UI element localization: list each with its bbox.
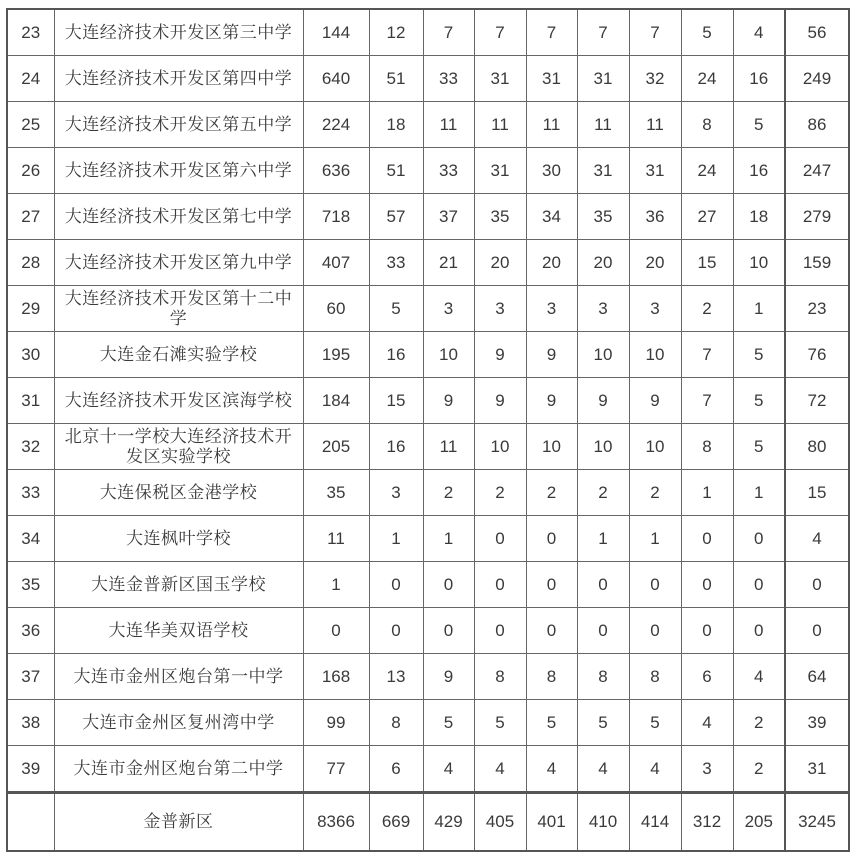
value-cell: 18 bbox=[733, 194, 785, 240]
value-cell: 1 bbox=[577, 516, 629, 562]
value-cell: 2 bbox=[733, 700, 785, 746]
value-cell: 31 bbox=[526, 56, 577, 102]
value-cell: 99 bbox=[303, 700, 369, 746]
table-row bbox=[7, 194, 849, 240]
table-row bbox=[7, 424, 849, 470]
value-cell: 6 bbox=[681, 654, 733, 700]
value-cell: 27 bbox=[681, 194, 733, 240]
value-cell: 0 bbox=[733, 608, 785, 654]
value-cell: 9 bbox=[423, 654, 474, 700]
value-cell: 9 bbox=[423, 378, 474, 424]
value-cell: 5 bbox=[681, 9, 733, 56]
table-row bbox=[7, 240, 849, 286]
value-cell: 13 bbox=[369, 654, 423, 700]
value-cell: 51 bbox=[369, 56, 423, 102]
value-cell: 8 bbox=[681, 102, 733, 148]
value-cell: 11 bbox=[423, 102, 474, 148]
table-row bbox=[7, 654, 849, 700]
value-cell: 4 bbox=[577, 746, 629, 793]
row-number: 26 bbox=[7, 148, 54, 194]
table-row bbox=[7, 9, 849, 56]
value-cell: 0 bbox=[577, 608, 629, 654]
school-quota-table bbox=[6, 8, 850, 852]
value-cell: 77 bbox=[303, 746, 369, 793]
row-number: 24 bbox=[7, 56, 54, 102]
table-row bbox=[7, 562, 849, 608]
table-row bbox=[7, 56, 849, 102]
value-cell: 31 bbox=[577, 56, 629, 102]
table-row bbox=[7, 516, 849, 562]
value-cell: 6 bbox=[369, 746, 423, 793]
value-cell: 7 bbox=[681, 332, 733, 378]
value-cell: 9 bbox=[629, 378, 681, 424]
value-cell: 10 bbox=[629, 332, 681, 378]
value-cell: 35 bbox=[474, 194, 526, 240]
value-cell: 33 bbox=[369, 240, 423, 286]
value-cell: 24 bbox=[681, 148, 733, 194]
value-cell: 636 bbox=[303, 148, 369, 194]
value-cell: 32 bbox=[629, 56, 681, 102]
value-cell: 0 bbox=[733, 516, 785, 562]
value-cell: 33 bbox=[423, 148, 474, 194]
value-cell: 11 bbox=[423, 424, 474, 470]
value-cell: 16 bbox=[369, 332, 423, 378]
value-cell: 669 bbox=[369, 793, 423, 852]
row-number: 33 bbox=[7, 470, 54, 516]
value-cell: 16 bbox=[733, 56, 785, 102]
value-cell: 51 bbox=[369, 148, 423, 194]
value-cell: 0 bbox=[681, 516, 733, 562]
total-value-cell: 76 bbox=[785, 332, 849, 378]
value-cell: 9 bbox=[577, 378, 629, 424]
value-cell: 31 bbox=[474, 56, 526, 102]
value-cell: 30 bbox=[526, 148, 577, 194]
value-cell: 4 bbox=[629, 746, 681, 793]
value-cell: 224 bbox=[303, 102, 369, 148]
table-row bbox=[7, 608, 849, 654]
row-number: 34 bbox=[7, 516, 54, 562]
value-cell: 0 bbox=[423, 562, 474, 608]
value-cell: 2 bbox=[577, 470, 629, 516]
value-cell: 34 bbox=[526, 194, 577, 240]
table-row bbox=[7, 700, 849, 746]
value-cell: 144 bbox=[303, 9, 369, 56]
value-cell: 0 bbox=[474, 516, 526, 562]
value-cell: 4 bbox=[733, 654, 785, 700]
value-cell: 0 bbox=[369, 608, 423, 654]
value-cell: 2 bbox=[423, 470, 474, 516]
value-cell: 4 bbox=[733, 9, 785, 56]
value-cell: 11 bbox=[629, 102, 681, 148]
school-name: 大连金普新区国玉学校 bbox=[54, 562, 303, 608]
value-cell: 9 bbox=[526, 332, 577, 378]
value-cell: 8 bbox=[681, 424, 733, 470]
value-cell: 0 bbox=[733, 562, 785, 608]
row-number: 28 bbox=[7, 240, 54, 286]
value-cell: 7 bbox=[681, 378, 733, 424]
value-cell: 2 bbox=[474, 470, 526, 516]
value-cell: 1 bbox=[629, 516, 681, 562]
value-cell: 4 bbox=[474, 746, 526, 793]
value-cell: 11 bbox=[474, 102, 526, 148]
value-cell: 20 bbox=[474, 240, 526, 286]
value-cell: 0 bbox=[629, 608, 681, 654]
value-cell: 1 bbox=[369, 516, 423, 562]
value-cell: 407 bbox=[303, 240, 369, 286]
value-cell: 0 bbox=[526, 516, 577, 562]
value-cell: 7 bbox=[577, 9, 629, 56]
value-cell: 10 bbox=[526, 424, 577, 470]
value-cell: 31 bbox=[577, 148, 629, 194]
value-cell: 31 bbox=[474, 148, 526, 194]
total-value-cell: 80 bbox=[785, 424, 849, 470]
value-cell: 2 bbox=[629, 470, 681, 516]
value-cell: 718 bbox=[303, 194, 369, 240]
value-cell: 8366 bbox=[303, 793, 369, 852]
value-cell: 5 bbox=[577, 700, 629, 746]
value-cell: 1 bbox=[423, 516, 474, 562]
value-cell: 0 bbox=[629, 562, 681, 608]
value-cell: 0 bbox=[474, 608, 526, 654]
value-cell: 33 bbox=[423, 56, 474, 102]
value-cell: 31 bbox=[629, 148, 681, 194]
school-name: 大连市金州区炮台第二中学 bbox=[54, 746, 303, 793]
row-number: 37 bbox=[7, 654, 54, 700]
value-cell: 10 bbox=[423, 332, 474, 378]
total-value-cell: 31 bbox=[785, 746, 849, 793]
total-value-cell: 86 bbox=[785, 102, 849, 148]
value-cell: 195 bbox=[303, 332, 369, 378]
row-number: 30 bbox=[7, 332, 54, 378]
value-cell: 7 bbox=[629, 9, 681, 56]
school-name: 大连经济技术开发区第五中学 bbox=[54, 102, 303, 148]
value-cell: 3 bbox=[474, 286, 526, 332]
value-cell: 12 bbox=[369, 9, 423, 56]
table-row bbox=[7, 470, 849, 516]
value-cell: 5 bbox=[423, 700, 474, 746]
school-name: 大连经济技术开发区第六中学 bbox=[54, 148, 303, 194]
value-cell: 4 bbox=[423, 746, 474, 793]
value-cell: 8 bbox=[474, 654, 526, 700]
total-value-cell: 279 bbox=[785, 194, 849, 240]
value-cell: 429 bbox=[423, 793, 474, 852]
value-cell: 205 bbox=[303, 424, 369, 470]
value-cell: 0 bbox=[423, 608, 474, 654]
school-name: 北京十一学校大连经济技术开发区实验学校 bbox=[54, 424, 303, 470]
school-name: 大连市金州区复州湾中学 bbox=[54, 700, 303, 746]
value-cell: 184 bbox=[303, 378, 369, 424]
row-number bbox=[7, 793, 54, 852]
value-cell: 8 bbox=[577, 654, 629, 700]
table-row bbox=[7, 332, 849, 378]
table-row bbox=[7, 148, 849, 194]
value-cell: 2 bbox=[733, 746, 785, 793]
table-row bbox=[7, 746, 849, 793]
total-value-cell: 39 bbox=[785, 700, 849, 746]
value-cell: 36 bbox=[629, 194, 681, 240]
value-cell: 10 bbox=[577, 332, 629, 378]
value-cell: 3 bbox=[577, 286, 629, 332]
value-cell: 5 bbox=[733, 102, 785, 148]
row-number: 23 bbox=[7, 9, 54, 56]
value-cell: 410 bbox=[577, 793, 629, 852]
value-cell: 401 bbox=[526, 793, 577, 852]
value-cell: 640 bbox=[303, 56, 369, 102]
total-value-cell: 56 bbox=[785, 9, 849, 56]
value-cell: 15 bbox=[369, 378, 423, 424]
value-cell: 20 bbox=[629, 240, 681, 286]
value-cell: 11 bbox=[526, 102, 577, 148]
value-cell: 9 bbox=[526, 378, 577, 424]
value-cell: 0 bbox=[369, 562, 423, 608]
value-cell: 7 bbox=[526, 9, 577, 56]
value-cell: 0 bbox=[474, 562, 526, 608]
value-cell: 16 bbox=[733, 148, 785, 194]
value-cell: 5 bbox=[629, 700, 681, 746]
value-cell: 5 bbox=[369, 286, 423, 332]
value-cell: 0 bbox=[681, 608, 733, 654]
value-cell: 10 bbox=[733, 240, 785, 286]
row-number: 32 bbox=[7, 424, 54, 470]
value-cell: 205 bbox=[733, 793, 785, 852]
total-value-cell: 15 bbox=[785, 470, 849, 516]
value-cell: 10 bbox=[629, 424, 681, 470]
row-number: 27 bbox=[7, 194, 54, 240]
value-cell: 10 bbox=[474, 424, 526, 470]
value-cell: 18 bbox=[369, 102, 423, 148]
school-name: 大连枫叶学校 bbox=[54, 516, 303, 562]
table-body bbox=[7, 9, 849, 851]
value-cell: 60 bbox=[303, 286, 369, 332]
value-cell: 1 bbox=[303, 562, 369, 608]
value-cell: 0 bbox=[681, 562, 733, 608]
row-number: 25 bbox=[7, 102, 54, 148]
row-number: 38 bbox=[7, 700, 54, 746]
value-cell: 35 bbox=[303, 470, 369, 516]
value-cell: 405 bbox=[474, 793, 526, 852]
value-cell: 15 bbox=[681, 240, 733, 286]
value-cell: 5 bbox=[733, 424, 785, 470]
school-name: 大连经济技术开发区第十二中学 bbox=[54, 286, 303, 332]
value-cell: 5 bbox=[474, 700, 526, 746]
value-cell: 37 bbox=[423, 194, 474, 240]
value-cell: 2 bbox=[526, 470, 577, 516]
total-value-cell: 23 bbox=[785, 286, 849, 332]
total-value-cell: 3245 bbox=[785, 793, 849, 852]
value-cell: 0 bbox=[526, 608, 577, 654]
school-name: 大连经济技术开发区第七中学 bbox=[54, 194, 303, 240]
value-cell: 4 bbox=[681, 700, 733, 746]
value-cell: 9 bbox=[474, 378, 526, 424]
value-cell: 24 bbox=[681, 56, 733, 102]
value-cell: 3 bbox=[369, 470, 423, 516]
school-name: 大连华美双语学校 bbox=[54, 608, 303, 654]
total-value-cell: 159 bbox=[785, 240, 849, 286]
row-number: 31 bbox=[7, 378, 54, 424]
total-value-cell: 247 bbox=[785, 148, 849, 194]
total-value-cell: 249 bbox=[785, 56, 849, 102]
value-cell: 4 bbox=[526, 746, 577, 793]
value-cell: 8 bbox=[369, 700, 423, 746]
row-number: 39 bbox=[7, 746, 54, 793]
total-value-cell: 0 bbox=[785, 562, 849, 608]
value-cell: 312 bbox=[681, 793, 733, 852]
value-cell: 5 bbox=[526, 700, 577, 746]
school-name: 大连经济技术开发区第三中学 bbox=[54, 9, 303, 56]
value-cell: 2 bbox=[681, 286, 733, 332]
value-cell: 7 bbox=[474, 9, 526, 56]
value-cell: 9 bbox=[474, 332, 526, 378]
value-cell: 1 bbox=[733, 286, 785, 332]
school-name: 大连经济技术开发区滨海学校 bbox=[54, 378, 303, 424]
total-value-cell: 72 bbox=[785, 378, 849, 424]
total-label: 金普新区 bbox=[54, 793, 303, 852]
value-cell: 0 bbox=[577, 562, 629, 608]
value-cell: 35 bbox=[577, 194, 629, 240]
value-cell: 0 bbox=[526, 562, 577, 608]
value-cell: 20 bbox=[577, 240, 629, 286]
value-cell: 168 bbox=[303, 654, 369, 700]
value-cell: 21 bbox=[423, 240, 474, 286]
value-cell: 11 bbox=[303, 516, 369, 562]
value-cell: 414 bbox=[629, 793, 681, 852]
total-value-cell: 4 bbox=[785, 516, 849, 562]
value-cell: 1 bbox=[681, 470, 733, 516]
school-name: 大连金石滩实验学校 bbox=[54, 332, 303, 378]
table-row bbox=[7, 378, 849, 424]
value-cell: 3 bbox=[681, 746, 733, 793]
total-row bbox=[7, 793, 849, 852]
value-cell: 3 bbox=[526, 286, 577, 332]
row-number: 36 bbox=[7, 608, 54, 654]
row-number: 35 bbox=[7, 562, 54, 608]
school-name: 大连市金州区炮台第一中学 bbox=[54, 654, 303, 700]
value-cell: 11 bbox=[577, 102, 629, 148]
value-cell: 5 bbox=[733, 378, 785, 424]
value-cell: 1 bbox=[733, 470, 785, 516]
value-cell: 7 bbox=[423, 9, 474, 56]
value-cell: 8 bbox=[629, 654, 681, 700]
value-cell: 3 bbox=[629, 286, 681, 332]
value-cell: 0 bbox=[303, 608, 369, 654]
row-number: 29 bbox=[7, 286, 54, 332]
value-cell: 5 bbox=[733, 332, 785, 378]
value-cell: 3 bbox=[423, 286, 474, 332]
school-name: 大连经济技术开发区第四中学 bbox=[54, 56, 303, 102]
value-cell: 10 bbox=[577, 424, 629, 470]
value-cell: 8 bbox=[526, 654, 577, 700]
table-row bbox=[7, 286, 849, 332]
value-cell: 20 bbox=[526, 240, 577, 286]
total-value-cell: 0 bbox=[785, 608, 849, 654]
value-cell: 57 bbox=[369, 194, 423, 240]
value-cell: 16 bbox=[369, 424, 423, 470]
table-row bbox=[7, 102, 849, 148]
school-name: 大连保税区金港学校 bbox=[54, 470, 303, 516]
school-name: 大连经济技术开发区第九中学 bbox=[54, 240, 303, 286]
total-value-cell: 64 bbox=[785, 654, 849, 700]
